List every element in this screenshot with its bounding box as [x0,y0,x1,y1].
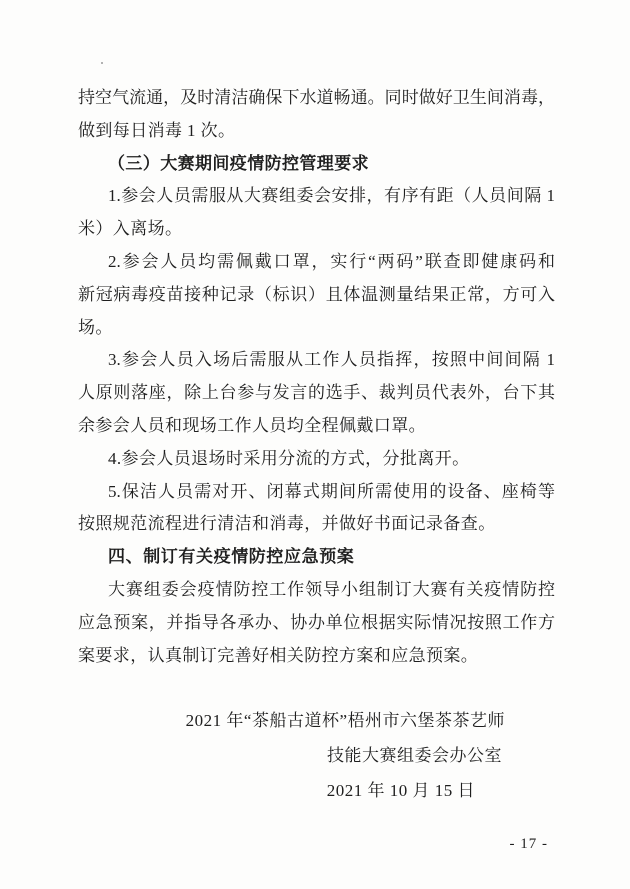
section-heading-3: （三）大赛期间疫情防控管理要求 [108,153,369,173]
body-line: 3.参会人员入场后需服从工作人员指挥，按照中间间隔 1 [108,350,555,370]
body-line: 按照规范流程进行清洁和消毒，并做好书面记录备查。 [78,514,496,534]
body-line: 案要求，认真制订完善好相关防控方案和应急预案。 [78,645,479,665]
body-line: 做到每日消毒 1 次。 [78,120,236,140]
body-line: 余参会人员和现场工作人员均全程佩戴口罩。 [78,415,426,435]
signature-date: 2021 年 10 月 15 日 [326,781,475,800]
document-body [78,82,555,672]
body-line: 5.保洁人员需对开、闭幕式期间所需使用的设备、座椅等 [108,481,555,501]
body-line: 1.参会人员需服从大赛组委会安排，有序有距（人员间隔 1 [108,186,555,206]
body-line: 场。 [78,317,113,337]
signature-org-line-2: 技能大赛组委会办公室 [327,746,502,765]
body-line: 新冠病毒疫苗接种记录（标识）且体温测量结果正常，方可入 [78,284,555,304]
body-line: 应急预案，并指导各承办、协办单位根据实际情况按照工作方 [78,612,555,632]
body-line: 大赛组委会疫情防控工作领导小组制订大赛有关疫情防控 [108,579,555,599]
body-line: 人原则落座，除上台参与发言的选手、裁判员代表外，台下其 [78,383,555,403]
scan-artifact [101,62,103,64]
body-line: 4.参会人员退场时采用分流的方式，分批离开。 [108,448,470,468]
body-line: 持空气流通，及时清洁确保下水道畅通。同时做好卫生间消毒， [78,88,555,107]
body-line: 2.参会人员均需佩戴口罩，实行“两码”联查即健康码和 [108,251,555,271]
signature-org-line-1: 2021 年“茶船古道杯”梧州市六堡茶茶艺师 [185,711,505,730]
body-line: 米）入离场。 [78,219,183,239]
section-heading-4: 四、制订有关疫情防控应急预案 [108,547,355,567]
page-number: - 17 - [509,836,548,852]
